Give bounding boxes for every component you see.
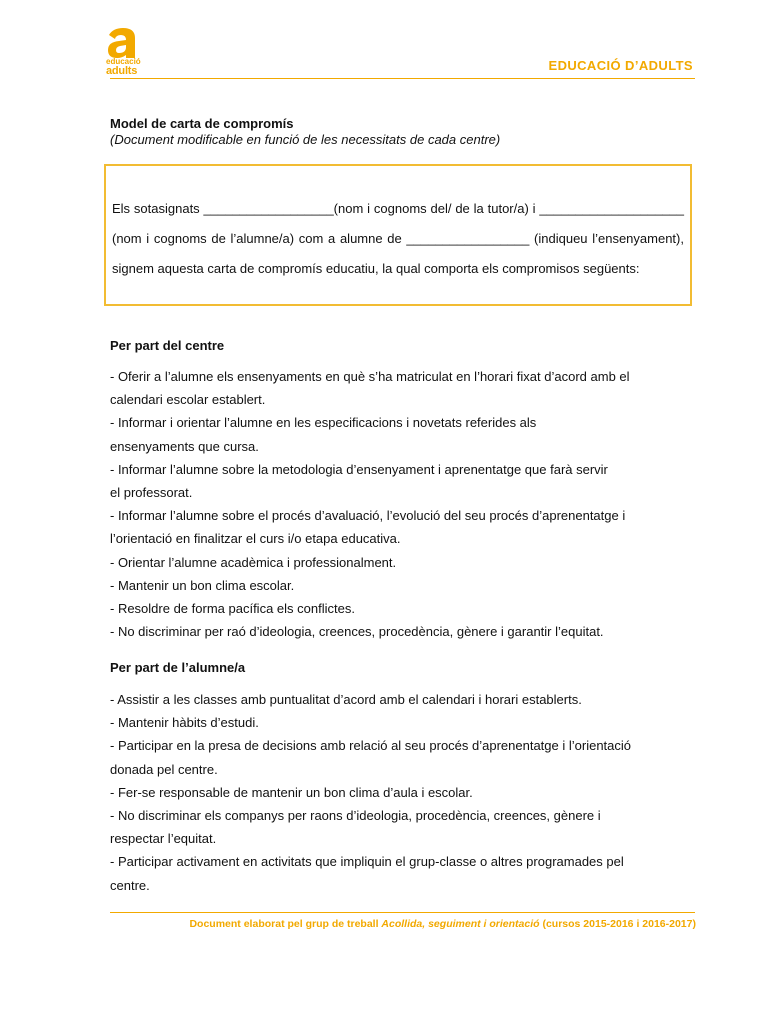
list-item: - Mantenir un bon clima escolar. xyxy=(110,577,295,593)
list-item: ensenyaments que cursa. xyxy=(110,438,259,454)
list-item: - Informar i orientar l’alumne en les especificacions i novetats referides als xyxy=(110,415,537,431)
list-item: l’orientació en finalitzar el curs i/o etapa educativa. xyxy=(110,531,401,547)
footer-divider xyxy=(110,912,695,913)
header-title: EDUCACIÓ D’ADULTS xyxy=(548,58,693,73)
list-item: calendari escolar establert. xyxy=(110,392,266,408)
intro-box xyxy=(104,164,692,306)
logo-a-icon xyxy=(105,28,139,58)
list-item: donada pel centre. xyxy=(110,761,218,777)
list-item: - Orientar l’alumne acadèmica i professionalment. xyxy=(110,554,397,570)
footer-suffix: (cursos 2015-2016 i 2016-2017) xyxy=(539,918,696,930)
logo-text-educacio: educació xyxy=(106,57,141,66)
list-item: - Participar en la presa de decisions amb relació al seu procés d’aprenentatge i l’orientació xyxy=(110,738,632,754)
list-item: - Informar l’alumne sobre la metodologia d’ensenyament i aprenentatge que farà servir xyxy=(110,461,608,477)
list-item: - Informar l’alumne sobre el procés d’avaluació, l’evolució del seu procés d’aprenentatge i xyxy=(110,508,626,524)
list-item: respectar l’equitat. xyxy=(110,831,217,847)
intro-paragraph: Els sotasignats __________________(nom i cognoms del/ de la tutor/a) i ____________________ (nom i cognoms de l’alumne/a) com a alumne de _________________ (indiqueu l’ensenyament), signem aquesta carta de compromís educatiu, la qual comporta els compromisos següents: xyxy=(112,201,684,276)
centre-section-heading: Per part del centre xyxy=(110,338,225,353)
logo-text-adults: adults xyxy=(106,65,138,77)
list-item: - Resoldre de forma pacífica els conflictes. xyxy=(110,601,355,617)
list-item: centre. xyxy=(110,877,150,893)
list-item: - Mantenir hàbits d’estudi. xyxy=(110,715,259,731)
centre-commitments-list xyxy=(110,365,695,643)
document-title: Model de carta de compromís xyxy=(110,116,294,131)
list-item: - Assistir a les classes amb puntualitat d’acord amb el calendari i horari establerts. xyxy=(110,692,582,707)
alumne-section-heading: Per part de l’alumne/a xyxy=(110,660,246,675)
document-subtitle: (Document modificable en funció de les necessitats de cada centre) xyxy=(110,132,501,147)
list-item: - No discriminar per raó d’ideologia, creences, procedència, gènere i garantir l’equitat. xyxy=(110,624,604,640)
list-item: - Fer-se responsable de mantenir un bon clima d’aula i escolar. xyxy=(110,784,473,800)
list-item: - Participar activament en activitats que impliquin el grup-classe o altres programades pel xyxy=(110,854,624,870)
footer-group-name: Acollida, seguiment i orientació xyxy=(381,918,540,930)
header-divider xyxy=(110,78,695,79)
footer-prefix: Document elaborat pel grup de treball xyxy=(189,918,382,930)
alumne-commitments-list xyxy=(110,688,695,897)
list-item: - No discriminar els companys per raons d’ideologia, procedència, creences, gènere i xyxy=(110,808,601,824)
list-item: el professorat. xyxy=(110,485,193,501)
footer-note xyxy=(189,918,696,930)
list-item: - Oferir a l’alumne els ensenyaments en què s’ha matriculat en l’horari fixat d’acord amb el xyxy=(110,369,630,384)
logo xyxy=(105,28,145,77)
